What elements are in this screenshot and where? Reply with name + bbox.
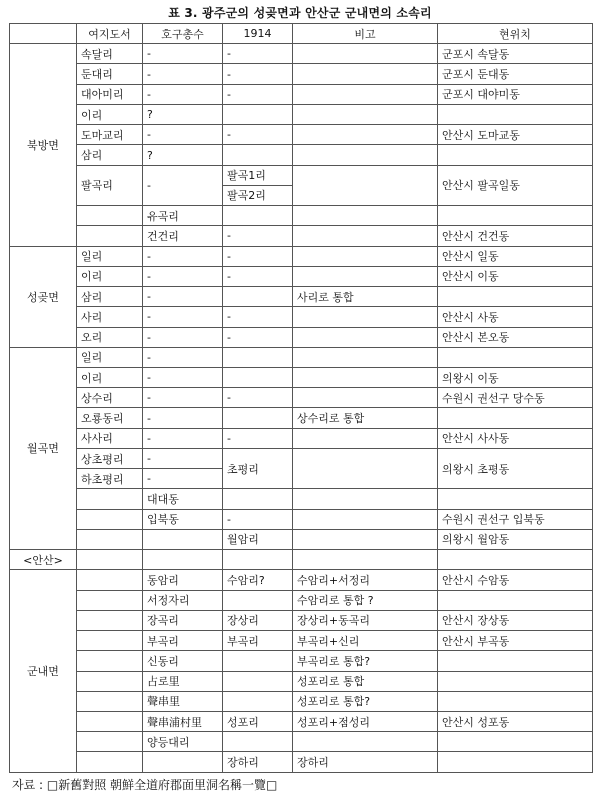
- table-cell: 월암리: [223, 529, 293, 549]
- table-cell: -: [223, 509, 293, 529]
- table-cell: 수암리+서정리: [293, 570, 438, 590]
- table-cell: [438, 732, 593, 752]
- table-cell: [223, 206, 293, 226]
- table-cell: [77, 509, 143, 529]
- table-cell: 오리: [77, 327, 143, 347]
- table-cell: [293, 266, 438, 286]
- table-cell: 팔곡리: [77, 165, 143, 205]
- village-table: [9, 23, 593, 773]
- table-cell: 둔대리: [77, 64, 143, 84]
- table-cell: -: [143, 246, 223, 266]
- table-row: [10, 610, 593, 630]
- region-label: <안산>: [10, 550, 77, 570]
- table-cell: [77, 610, 143, 630]
- table-row: [10, 631, 593, 651]
- table-cell: -: [143, 307, 223, 327]
- table-cell: 오룡동리: [77, 408, 143, 428]
- table-cell: [223, 145, 293, 165]
- table-cell: 상수리: [77, 388, 143, 408]
- table-cell: [293, 206, 438, 226]
- table-cell: 속달리: [77, 44, 143, 64]
- table-cell: [293, 44, 438, 64]
- table-cell: [223, 367, 293, 387]
- table-cell: -: [223, 327, 293, 347]
- table-row: [10, 732, 593, 752]
- table-cell: 聲串里: [143, 691, 223, 711]
- table-cell: 건건리: [143, 226, 223, 246]
- table-cell: -: [143, 327, 223, 347]
- table-cell: 도마교리: [77, 125, 143, 145]
- table-row: [10, 691, 593, 711]
- header-cell: 호구총수: [143, 24, 223, 44]
- table-row: [10, 165, 593, 185]
- table-cell: 수암리?: [223, 570, 293, 590]
- table-cell: 안산시 건건동: [438, 226, 593, 246]
- table-cell: [293, 509, 438, 529]
- table-row: [10, 64, 593, 84]
- table-cell: 사리: [77, 307, 143, 327]
- header-cell: 여지도서: [77, 24, 143, 44]
- table-cell: [293, 529, 438, 549]
- table-cell: 이리: [77, 266, 143, 286]
- table-cell: [438, 206, 593, 226]
- table-cell: [77, 226, 143, 246]
- table-cell: [293, 428, 438, 448]
- table-cell: 상수리로 통합: [293, 408, 438, 428]
- header-cell: [10, 24, 77, 44]
- table-cell: [293, 165, 438, 205]
- table-cell: [77, 752, 143, 773]
- district-cell: 성곶면: [10, 246, 77, 347]
- table-row: [10, 226, 593, 246]
- table-cell: -: [143, 408, 223, 428]
- table-cell: [77, 206, 143, 226]
- table-row: [10, 246, 593, 266]
- table-cell: -: [143, 125, 223, 145]
- table-cell: [77, 651, 143, 671]
- table-cell: 부곡리+신리: [293, 631, 438, 651]
- table-cell: 성포리로 통합: [293, 671, 438, 691]
- table-cell: [77, 671, 143, 691]
- header-cell: 1914: [223, 24, 293, 44]
- table-cell: [77, 631, 143, 651]
- table-cell: 대대동: [143, 489, 223, 509]
- table-cell: [293, 246, 438, 266]
- table-cell: 장곡리: [143, 610, 223, 630]
- table-row: [10, 489, 593, 509]
- table-cell: [77, 550, 143, 570]
- table-cell: 안산시 장상동: [438, 610, 593, 630]
- table-cell: 장상리+동곡리: [293, 610, 438, 630]
- table-cell: -: [143, 266, 223, 286]
- table-cell: -: [223, 428, 293, 448]
- source-note: 자료 : □新舊對照 朝鮮全道府郡面里洞名稱一覽□: [12, 778, 278, 792]
- table-row: [10, 651, 593, 671]
- table-cell: [223, 590, 293, 610]
- table-cell: [293, 388, 438, 408]
- table-cell: [77, 711, 143, 731]
- table-cell: 장상리: [223, 610, 293, 630]
- table-cell: 성포리: [223, 711, 293, 731]
- table-cell: [438, 287, 593, 307]
- table-cell: [223, 489, 293, 509]
- table-cell: 군포시 둔대동: [438, 64, 593, 84]
- table-cell: [293, 64, 438, 84]
- table-cell: -: [223, 307, 293, 327]
- table-cell: [77, 529, 143, 549]
- table-cell: [223, 691, 293, 711]
- table-cell: [438, 489, 593, 509]
- table-cell: [143, 752, 223, 773]
- table-cell: 안산시 사동: [438, 307, 593, 327]
- table-cell: 초평리: [223, 448, 293, 488]
- table-cell: 占로里: [143, 671, 223, 691]
- table-row: [10, 529, 593, 549]
- table-row: [10, 671, 593, 691]
- table-cell: [143, 529, 223, 549]
- header-cell: 현위치: [438, 24, 593, 44]
- table-title: 표 3. 광주군의 성곶면과 안산군 군내면의 소속리: [168, 6, 432, 20]
- table-cell: [438, 550, 593, 570]
- table-cell: [223, 287, 293, 307]
- table-cell: [223, 550, 293, 570]
- table-cell: [438, 752, 593, 773]
- table-row: [10, 44, 593, 64]
- table-cell: 유곡리: [143, 206, 223, 226]
- table-cell: [438, 691, 593, 711]
- table-cell: 안산시 사사동: [438, 428, 593, 448]
- table-cell: 수원시 권선구 당수동: [438, 388, 593, 408]
- table-row: [10, 590, 593, 610]
- table-cell: [438, 651, 593, 671]
- table-cell: -: [143, 388, 223, 408]
- table-cell: 신동리: [143, 651, 223, 671]
- table-cell: [223, 408, 293, 428]
- table-cell: 이리: [77, 104, 143, 124]
- table-row: [10, 711, 593, 731]
- table-cell: -: [223, 125, 293, 145]
- table-cell: [438, 590, 593, 610]
- table-cell: 부곡리: [143, 631, 223, 651]
- table-cell: [77, 590, 143, 610]
- table-row: [10, 448, 593, 468]
- table-cell: [223, 671, 293, 691]
- table-cell: 대아미리: [77, 84, 143, 104]
- table-cell: ?: [143, 104, 223, 124]
- table-cell: 의왕시 월암동: [438, 529, 593, 549]
- table-cell: -: [223, 64, 293, 84]
- table-cell: -: [223, 388, 293, 408]
- table-cell: [293, 327, 438, 347]
- table-cell: 聲串浦村里: [143, 711, 223, 731]
- table-cell: [438, 104, 593, 124]
- table-cell: [293, 145, 438, 165]
- table-row: [10, 428, 593, 448]
- table-cell: [223, 104, 293, 124]
- table-cell: 일리: [77, 246, 143, 266]
- table-row: [10, 570, 593, 590]
- table-cell: [293, 448, 438, 488]
- district-cell: 북방면: [10, 44, 77, 246]
- table-cell: [438, 408, 593, 428]
- table-cell: 서정자리: [143, 590, 223, 610]
- table-cell: 안산시 부곡동: [438, 631, 593, 651]
- district-cell: 월곡면: [10, 347, 77, 549]
- table-cell: 성포리로 통합?: [293, 691, 438, 711]
- table-cell: 군포시 대야미동: [438, 84, 593, 104]
- table-cell: -: [223, 246, 293, 266]
- table-cell: 성포리+점성리: [293, 711, 438, 731]
- table-cell: [223, 732, 293, 752]
- table-cell: [143, 550, 223, 570]
- table-cell: -: [223, 44, 293, 64]
- table-cell: 사리로 통합: [293, 287, 438, 307]
- table-cell: [438, 671, 593, 691]
- table-cell: [293, 307, 438, 327]
- table-cell: -: [143, 44, 223, 64]
- table-cell: [77, 732, 143, 752]
- table-cell: 삼리: [77, 145, 143, 165]
- table-row: [10, 307, 593, 327]
- table-cell: -: [143, 64, 223, 84]
- table-cell: 장하리: [223, 752, 293, 773]
- table-cell: [438, 347, 593, 367]
- table-row: [10, 145, 593, 165]
- table-cell: 팔곡1리: [223, 165, 293, 185]
- table-cell: [438, 145, 593, 165]
- table-cell: -: [223, 266, 293, 286]
- table-row: [10, 550, 593, 570]
- table-cell: [293, 84, 438, 104]
- table-cell: 입북동: [143, 509, 223, 529]
- table-cell: 하초평리: [77, 469, 143, 489]
- table-cell: 상초평리: [77, 448, 143, 468]
- table-cell: 이리: [77, 367, 143, 387]
- table-cell: 부곡리로 통합?: [293, 651, 438, 671]
- table-cell: [293, 125, 438, 145]
- table-cell: [77, 691, 143, 711]
- table-row: [10, 408, 593, 428]
- table-cell: ?: [143, 145, 223, 165]
- table-cell: -: [143, 165, 223, 205]
- table-cell: -: [143, 367, 223, 387]
- header-cell: 비고: [293, 24, 438, 44]
- table-cell: 군포시 속달동: [438, 44, 593, 64]
- table-row: [10, 125, 593, 145]
- table-cell: -: [143, 84, 223, 104]
- table-cell: [223, 347, 293, 367]
- table-cell: [293, 732, 438, 752]
- table-cell: 안산시 일동: [438, 246, 593, 266]
- table-cell: -: [143, 448, 223, 468]
- table-cell: -: [143, 428, 223, 448]
- table-cell: [293, 347, 438, 367]
- table-cell: 일리: [77, 347, 143, 367]
- table-cell: -: [143, 469, 223, 489]
- table-cell: -: [143, 287, 223, 307]
- table-row: [10, 509, 593, 529]
- table-row: [10, 287, 593, 307]
- table-row: [10, 388, 593, 408]
- table-cell: [77, 489, 143, 509]
- table-cell: 양등대리: [143, 732, 223, 752]
- table-cell: 안산시 도마교동: [438, 125, 593, 145]
- table-cell: 부곡리: [223, 631, 293, 651]
- table-cell: -: [223, 84, 293, 104]
- district-cell: 군내면: [10, 570, 77, 773]
- table-cell: -: [143, 347, 223, 367]
- table-cell: [293, 489, 438, 509]
- table-cell: 장하리: [293, 752, 438, 773]
- table-row: [10, 84, 593, 104]
- table-cell: 안산시 이동: [438, 266, 593, 286]
- table-cell: [293, 367, 438, 387]
- table-cell: [293, 226, 438, 246]
- table-cell: 안산시 성포동: [438, 711, 593, 731]
- table-cell: 안산시 수암동: [438, 570, 593, 590]
- table-row: [10, 104, 593, 124]
- table-cell: 의왕시 이동: [438, 367, 593, 387]
- table-cell: [293, 550, 438, 570]
- table-cell: 안산시 팔곡일동: [438, 165, 593, 205]
- header-row: [10, 24, 593, 44]
- table-cell: [223, 651, 293, 671]
- table-cell: 팔곡2리: [223, 185, 293, 205]
- table-cell: [77, 570, 143, 590]
- table-cell: [293, 104, 438, 124]
- table-row: [10, 347, 593, 367]
- table-cell: -: [223, 226, 293, 246]
- table-cell: 사사리: [77, 428, 143, 448]
- table-cell: 안산시 본오동: [438, 327, 593, 347]
- table-row: [10, 206, 593, 226]
- table-cell: 수암리로 통합 ?: [293, 590, 438, 610]
- table-cell: 삼리: [77, 287, 143, 307]
- table-row: [10, 327, 593, 347]
- table-row: [10, 752, 593, 773]
- table-cell: 동암리: [143, 570, 223, 590]
- table-row: [10, 266, 593, 286]
- table-row: [10, 367, 593, 387]
- table-cell: 의왕시 초평동: [438, 448, 593, 488]
- table-cell: 수원시 권선구 입북동: [438, 509, 593, 529]
